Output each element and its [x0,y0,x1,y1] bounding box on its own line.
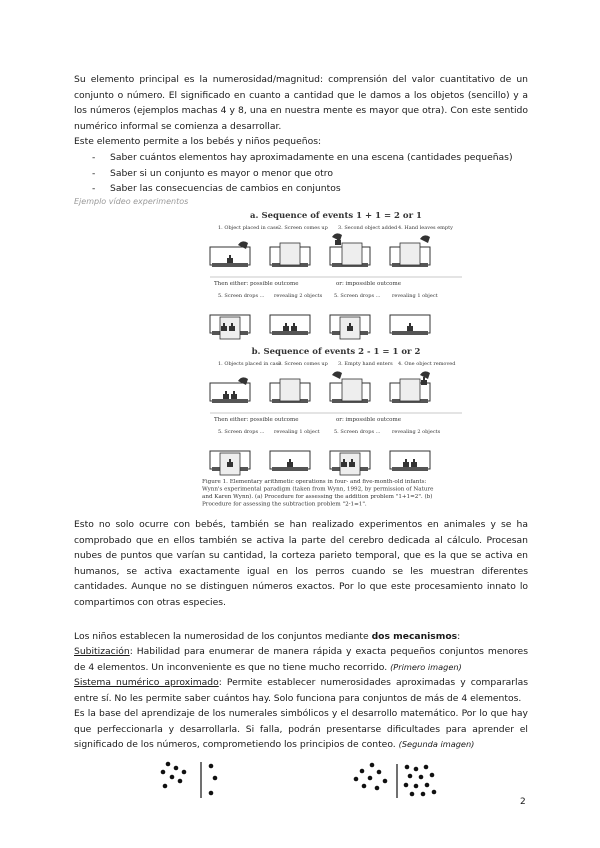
figure-legend-line: Procedure for assessing the subtraction problem "2-1=1". [202,501,367,508]
page-number: 2 [520,797,526,807]
mechanisms-intro-text: Los niños establecen la numerosidad de los conjuntos mediante [74,631,372,642]
step-label: 1. Objects placed in case [218,361,282,367]
list-item: - Saber si un conjunto es mayor o menor que otro [92,166,513,182]
list-item: - Saber las consecuencias de cambios en conjuntos [92,181,513,197]
outcome-label: 5. Screen drops ... [218,429,265,435]
final-paragraph [74,706,528,753]
outcome-impossible-label: or: impossible outcome [336,281,401,287]
bullet-list [92,150,513,197]
figure-legend-line: Figure 1. Elementary arithmetic operations in four- and five-month-old infants: [202,479,427,485]
subitizacion-text: : Habilidad para enumerar de manera rápida y exacta pequeños conjuntos menores de 4 elementos. Un inconveniente es que no tiene mucho recorrido. [74,646,528,673]
subitizing-dots-image [156,760,226,800]
step-label: 3. Second object added [338,225,398,231]
list-item: - Saber cuántos elementos hay aproximadamente en una escena (cantidades pequeñas) [92,150,513,166]
sistema-text: : Permite establecer numerosidades aproximadas y compararlas entre sí. No les permite saber cuántos hay. Solo funciona para conjuntos de más de 4 elementos. [74,677,528,704]
figure-legend-line: and Karen Wynn). (a) Procedure for assessing the addition problem "1+1=2". (b) [202,494,433,500]
mechanisms-intro [74,629,528,645]
outcome-possible-label: Then either: possible outcome [214,281,299,287]
approximate-number-dots-image [352,762,444,802]
step-label: 2. Screen comes up [278,225,328,231]
figure-legend-line: Wynn's experimental paradigm (taken from Wynn, 1992, by permission of Nature [202,486,434,493]
subitizacion-note: (Primero imagen) [390,661,462,672]
final-note: (Segunda imagen) [398,739,475,749]
outcome-label: revealing 1 object [274,429,320,435]
subitizacion-paragraph [74,644,528,675]
step-label: 1. Object placed in case [218,225,279,231]
final-text: Es la base del aprendizaje de los numerales simbólicos y el desarrollo matemático. Por lo que hay que perfeccionarla y desarrollarla. Si falla, podrán presentarse dificultades para aprender el significado de los números, comprometiendo los principios de conteo. [74,708,528,750]
step-label: 4. Hand leaves empty [398,225,453,231]
step-label: 2. Screen comes up [278,361,328,367]
subitizacion-term: Subitización [74,646,130,657]
animals-paragraph: Esto no solo ocurre con bebés, también se han realizado experimentos en animales y se ha comprobado que en ellos también se activa la parte del cerebro dedicada al cálculo. Procesan nubes de puntos que varían su cantidad, la corteza parieto temporal, que es la que se activa en humanos, se activa exactamente igual en los perros cuando se les muestran diferentes cantidades. Aunque no se distinguen números exactos. Por lo que este procesamiento innato lo compartimos con otras especies. [74,519,528,608]
outcome-label: revealing 2 objects [392,429,441,435]
step-label: 3. Empty hand enters [338,361,393,367]
sistema-paragraph [74,675,528,706]
outcome-impossible-label: or: impossible outcome [336,417,401,423]
outcome-label: 5. Screen drops ... [218,293,265,299]
figure-caption: Ejemplo vídeo experimentos [74,197,189,206]
outcome-label: 5. Screen drops ... [334,429,381,435]
section-a-outcome-panels [210,315,430,339]
intro-line: Este elemento permite a los bebés y niños pequeños: [74,136,322,147]
outcome-label: 5. Screen drops ... [334,293,381,299]
section-b-outcome-panels [210,451,430,475]
section-a-title: a. Sequence of events 1 + 1 = 2 or 1 [250,211,422,221]
intro-paragraph [74,72,528,150]
outcome-label: revealing 2 objects [274,293,323,299]
wynn-experiment-figure [196,207,476,513]
section-b-panels [210,371,430,403]
step-label: 4. One object removed [398,361,456,367]
outcome-label: revealing 1 object [392,293,438,299]
section-a-panels [210,233,430,267]
mechanisms-intro-end: : [457,631,461,642]
intro-line: Su elemento principal es la numerosidad/magnitud: comprensión del valor cuantitativo de un conjunto o número. El significado en cuanto a cantidad que le damos a los objetos (sencillo) y a los números (ejemplos machas 4 y 8, una en nuestra mente es mayor que otra). Con este sentido numérico informal se comienza a desarrollar. [74,74,528,132]
outcome-possible-label: Then either: possible outcome [214,417,299,423]
mechanisms-intro-bold: dos mecanismos [371,631,458,642]
sistema-term: Sistema numérico aproximado [74,677,219,688]
section-b-title: b. Sequence of events 2 - 1 = 1 or 2 [251,347,421,357]
